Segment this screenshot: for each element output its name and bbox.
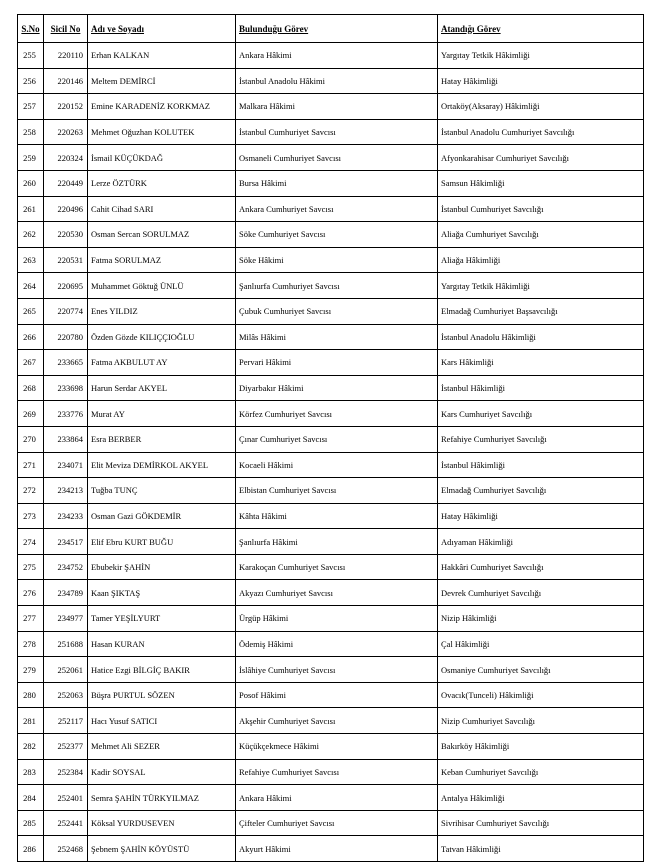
table-row [18, 631, 644, 657]
cell-current-post: Kâhta Hâkimi [236, 503, 438, 529]
cell-current-post: Karakoçan Cumhuriyet Savcısı [236, 554, 438, 580]
cell-sno: 260 [18, 170, 44, 196]
table-row [18, 734, 644, 760]
cell-assigned-post: Bakırköy Hâkimliği [438, 734, 644, 760]
table-row [18, 503, 644, 529]
cell-assigned-post: Nizip Cumhuriyet Savcılığı [438, 708, 644, 734]
cell-assigned-post: İstanbul Cumhuriyet Savcılığı [438, 196, 644, 222]
cell-assigned-post: Nizip Hâkimliği [438, 606, 644, 632]
cell-name: Özden Gözde KILIÇÇIOĞLU [88, 324, 236, 350]
cell-assigned-post: Devrek Cumhuriyet Savcılığı [438, 580, 644, 606]
cell-sicil-no: 220774 [44, 298, 88, 324]
cell-current-post: Şanlıurfa Cumhuriyet Savcısı [236, 273, 438, 299]
cell-sicil-no: 220324 [44, 145, 88, 171]
table-row [18, 401, 644, 427]
cell-assigned-post: Refahiye Cumhuriyet Savcılığı [438, 426, 644, 452]
cell-sicil-no: 234517 [44, 529, 88, 555]
cell-sno: 272 [18, 478, 44, 504]
cell-assigned-post: Kars Hâkimliği [438, 350, 644, 376]
cell-current-post: İstanbul Anadolu Hâkimi [236, 68, 438, 94]
cell-name: Köksal YURDUSEVEN [88, 810, 236, 836]
cell-assigned-post: Hatay Hâkimliği [438, 68, 644, 94]
table-row [18, 94, 644, 120]
cell-sno: 263 [18, 247, 44, 273]
cell-name: Elit Meviza DEMİRKOL AKYEL [88, 452, 236, 478]
table-row [18, 452, 644, 478]
cell-current-post: Elbistan Cumhuriyet Savcısı [236, 478, 438, 504]
table-row [18, 554, 644, 580]
cell-name: Hatice Ezgi BİLGİÇ BAKIR [88, 657, 236, 683]
cell-current-post: İslâhiye Cumhuriyet Savcısı [236, 657, 438, 683]
cell-sno: 271 [18, 452, 44, 478]
cell-name: Elif Ebru KURT BUĞU [88, 529, 236, 555]
cell-sicil-no: 233698 [44, 375, 88, 401]
cell-sicil-no: 220263 [44, 119, 88, 145]
cell-assigned-post: Aliağa Hâkimliği [438, 247, 644, 273]
assignment-table [17, 14, 644, 862]
cell-sno: 261 [18, 196, 44, 222]
cell-sicil-no: 220695 [44, 273, 88, 299]
cell-sno: 276 [18, 580, 44, 606]
cell-sno: 282 [18, 734, 44, 760]
cell-assigned-post: Adıyaman Hâkimliği [438, 529, 644, 555]
cell-current-post: Çubuk Cumhuriyet Savcısı [236, 298, 438, 324]
cell-assigned-post: Keban Cumhuriyet Savcılığı [438, 759, 644, 785]
cell-assigned-post: Kars Cumhuriyet Savcılığı [438, 401, 644, 427]
table-row [18, 606, 644, 632]
cell-current-post: Akyazı Cumhuriyet Savcısı [236, 580, 438, 606]
table-row [18, 247, 644, 273]
cell-sno: 284 [18, 785, 44, 811]
cell-sno: 278 [18, 631, 44, 657]
cell-sicil-no: 251688 [44, 631, 88, 657]
table-body [18, 43, 644, 862]
cell-sno: 280 [18, 682, 44, 708]
cell-sno: 279 [18, 657, 44, 683]
cell-current-post: Bursa Hâkimi [236, 170, 438, 196]
cell-name: Esra BERBER [88, 426, 236, 452]
table-row [18, 170, 644, 196]
cell-assigned-post: İstanbul Anadolu Cumhuriyet Savcılığı [438, 119, 644, 145]
cell-name: Ebubekir ŞAHİN [88, 554, 236, 580]
cell-assigned-post: Samsun Hâkimliği [438, 170, 644, 196]
cell-assigned-post: Afyonkarahisar Cumhuriyet Savcılığı [438, 145, 644, 171]
cell-assigned-post: Ortaköy(Aksaray) Hâkimliği [438, 94, 644, 120]
cell-sno: 286 [18, 836, 44, 862]
cell-current-post: Şanlıurfa Hâkimi [236, 529, 438, 555]
table-row [18, 580, 644, 606]
cell-assigned-post: Çal Hâkimliği [438, 631, 644, 657]
cell-name: Büşra PURTUL SÖZEN [88, 682, 236, 708]
cell-sicil-no: 220531 [44, 247, 88, 273]
table-row [18, 478, 644, 504]
cell-name: Emine KARADENİZ KORKMAZ [88, 94, 236, 120]
cell-current-post: Posof Hâkimi [236, 682, 438, 708]
cell-assigned-post: Aliağa Cumhuriyet Savcılığı [438, 222, 644, 248]
table-row [18, 119, 644, 145]
cell-sno: 264 [18, 273, 44, 299]
cell-assigned-post: Osmaniye Cumhuriyet Savcılığı [438, 657, 644, 683]
cell-current-post: Kocaeli Hâkimi [236, 452, 438, 478]
cell-current-post: Çifteler Cumhuriyet Savcısı [236, 810, 438, 836]
header-row [18, 15, 644, 43]
table-row [18, 196, 644, 222]
cell-name: Hacı Yusuf SATICI [88, 708, 236, 734]
cell-sicil-no: 252063 [44, 682, 88, 708]
cell-sno: 268 [18, 375, 44, 401]
cell-sno: 275 [18, 554, 44, 580]
cell-name: İsmail KÜÇÜKDAĞ [88, 145, 236, 171]
table-row [18, 43, 644, 69]
table-row [18, 810, 644, 836]
cell-sicil-no: 252384 [44, 759, 88, 785]
cell-current-post: Akşehir Cumhuriyet Savcısı [236, 708, 438, 734]
cell-sicil-no: 234752 [44, 554, 88, 580]
header-current-post: Bulunduğu Görev [236, 15, 438, 43]
cell-sicil-no: 234071 [44, 452, 88, 478]
cell-current-post: Ankara Cumhuriyet Savcısı [236, 196, 438, 222]
cell-name: Hasan KURAN [88, 631, 236, 657]
cell-assigned-post: Tatvan Hâkimliği [438, 836, 644, 862]
header-sno: S.No [18, 15, 44, 43]
cell-assigned-post: İstanbul Hâkimliği [438, 452, 644, 478]
cell-name: Mehmet Oğuzhan KOLUTEK [88, 119, 236, 145]
cell-sicil-no: 233665 [44, 350, 88, 376]
cell-name: Meltem DEMİRCİ [88, 68, 236, 94]
cell-current-post: Söke Cumhuriyet Savcısı [236, 222, 438, 248]
cell-sno: 273 [18, 503, 44, 529]
cell-current-post: İstanbul Cumhuriyet Savcısı [236, 119, 438, 145]
cell-name: Erhan KALKAN [88, 43, 236, 69]
cell-current-post: Osmaneli Cumhuriyet Savcısı [236, 145, 438, 171]
cell-sicil-no: 220110 [44, 43, 88, 69]
cell-current-post: Ankara Hâkimi [236, 43, 438, 69]
table-row [18, 222, 644, 248]
cell-current-post: Söke Hâkimi [236, 247, 438, 273]
cell-sno: 266 [18, 324, 44, 350]
cell-name: Şebnem ŞAHİN KÖYÜSTÜ [88, 836, 236, 862]
table-row [18, 375, 644, 401]
cell-assigned-post: Elmadağ Cumhuriyet Başsavcılığı [438, 298, 644, 324]
cell-assigned-post: Yargıtay Tetkik Hâkimliği [438, 273, 644, 299]
cell-sno: 256 [18, 68, 44, 94]
table-row [18, 324, 644, 350]
cell-name: Kaan ŞIKTAŞ [88, 580, 236, 606]
cell-current-post: Akyurt Hâkimi [236, 836, 438, 862]
cell-sno: 274 [18, 529, 44, 555]
cell-current-post: Küçükçekmece Hâkimi [236, 734, 438, 760]
cell-current-post: Ödemiş Hâkimi [236, 631, 438, 657]
cell-sicil-no: 252061 [44, 657, 88, 683]
cell-current-post: Pervari Hâkimi [236, 350, 438, 376]
cell-sicil-no: 220152 [44, 94, 88, 120]
cell-name: Fatma AKBULUT AY [88, 350, 236, 376]
table-row [18, 68, 644, 94]
cell-name: Tamer YEŞİLYURT [88, 606, 236, 632]
cell-sno: 267 [18, 350, 44, 376]
cell-name: Kadir SOYSAL [88, 759, 236, 785]
cell-sicil-no: 220449 [44, 170, 88, 196]
cell-current-post: Milâs Hâkimi [236, 324, 438, 350]
cell-sno: 285 [18, 810, 44, 836]
header-name: Adı ve Soyadı [88, 15, 236, 43]
cell-sno: 265 [18, 298, 44, 324]
cell-current-post: Malkara Hâkimi [236, 94, 438, 120]
cell-name: Mehmet Ali SEZER [88, 734, 236, 760]
table-row [18, 529, 644, 555]
table-row [18, 759, 644, 785]
cell-sno: 283 [18, 759, 44, 785]
table-row [18, 426, 644, 452]
cell-sno: 281 [18, 708, 44, 734]
cell-sno: 257 [18, 94, 44, 120]
cell-name: Harun Serdar AKYEL [88, 375, 236, 401]
cell-sicil-no: 233776 [44, 401, 88, 427]
table-row [18, 708, 644, 734]
cell-assigned-post: Yargıtay Tetkik Hâkimliği [438, 43, 644, 69]
cell-sicil-no: 234977 [44, 606, 88, 632]
cell-assigned-post: İstanbul Anadolu Hâkimliği [438, 324, 644, 350]
cell-sicil-no: 234233 [44, 503, 88, 529]
cell-sno: 269 [18, 401, 44, 427]
cell-name: Lerze ÖZTÜRK [88, 170, 236, 196]
cell-sicil-no: 252468 [44, 836, 88, 862]
header-sicil-no: Sicil No [44, 15, 88, 43]
table-row [18, 350, 644, 376]
cell-sicil-no: 220146 [44, 68, 88, 94]
cell-assigned-post: İstanbul Hâkimliği [438, 375, 644, 401]
cell-sicil-no: 252441 [44, 810, 88, 836]
table-row [18, 298, 644, 324]
cell-name: Enes YILDIZ [88, 298, 236, 324]
cell-sicil-no: 220780 [44, 324, 88, 350]
header-assigned-post: Atandığı Görev [438, 15, 644, 43]
cell-assigned-post: Elmadağ Cumhuriyet Savcılığı [438, 478, 644, 504]
table-row [18, 785, 644, 811]
cell-sno: 255 [18, 43, 44, 69]
cell-name: Osman Sercan SORULMAZ [88, 222, 236, 248]
cell-name: Fatma SORULMAZ [88, 247, 236, 273]
cell-assigned-post: Ovacık(Tunceli) Hâkimliği [438, 682, 644, 708]
cell-current-post: Körfez Cumhuriyet Savcısı [236, 401, 438, 427]
cell-sno: 259 [18, 145, 44, 171]
cell-sicil-no: 233864 [44, 426, 88, 452]
cell-current-post: Refahiye Cumhuriyet Savcısı [236, 759, 438, 785]
cell-name: Muhammet Göktuğ ÜNLÜ [88, 273, 236, 299]
cell-current-post: Ürgüp Hâkimi [236, 606, 438, 632]
cell-name: Murat AY [88, 401, 236, 427]
cell-sicil-no: 252377 [44, 734, 88, 760]
cell-current-post: Çınar Cumhuriyet Savcısı [236, 426, 438, 452]
cell-current-post: Diyarbakır Hâkimi [236, 375, 438, 401]
table-row [18, 273, 644, 299]
cell-name: Tuğba TUNÇ [88, 478, 236, 504]
cell-sicil-no: 220496 [44, 196, 88, 222]
cell-assigned-post: Hatay Hâkimliği [438, 503, 644, 529]
cell-assigned-post: Hakkâri Cumhuriyet Savcılığı [438, 554, 644, 580]
cell-sno: 258 [18, 119, 44, 145]
cell-assigned-post: Sivrihisar Cumhuriyet Savcılığı [438, 810, 644, 836]
table-row [18, 836, 644, 862]
cell-sicil-no: 234213 [44, 478, 88, 504]
cell-sicil-no: 252117 [44, 708, 88, 734]
cell-sicil-no: 234789 [44, 580, 88, 606]
cell-current-post: Ankara Hâkimi [236, 785, 438, 811]
cell-sicil-no: 252401 [44, 785, 88, 811]
table-row [18, 145, 644, 171]
cell-sno: 262 [18, 222, 44, 248]
cell-sno: 270 [18, 426, 44, 452]
cell-name: Semra ŞAHİN TÜRKYILMAZ [88, 785, 236, 811]
table-row [18, 682, 644, 708]
table-row [18, 657, 644, 683]
cell-sno: 277 [18, 606, 44, 632]
cell-name: Cahit Cihad SARI [88, 196, 236, 222]
cell-name: Osman Gazi GÖKDEMİR [88, 503, 236, 529]
cell-sicil-no: 220530 [44, 222, 88, 248]
cell-assigned-post: Antalya Hâkimliği [438, 785, 644, 811]
